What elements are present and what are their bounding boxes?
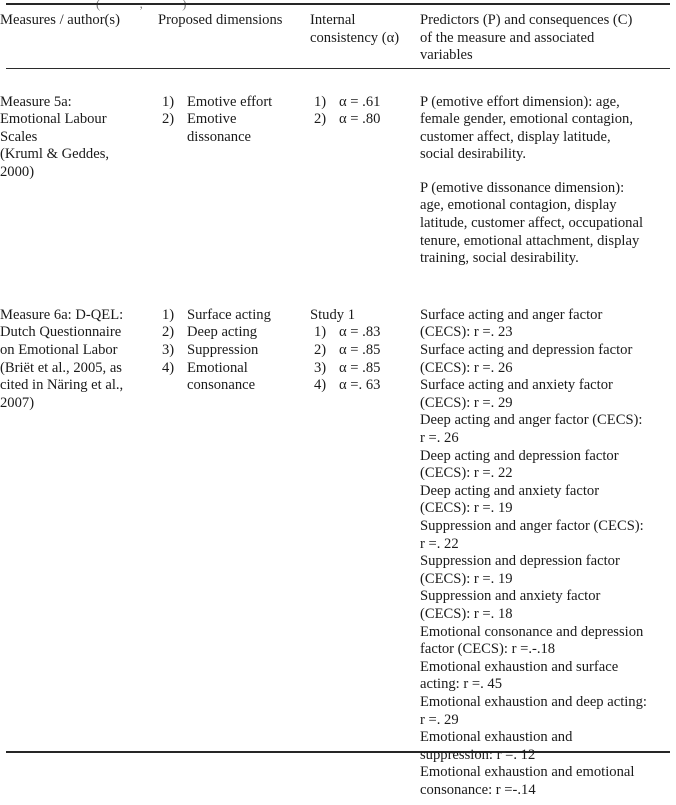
spacer-cell [158,274,310,300]
cell-measure [0,300,158,805]
list-item-label-cont: consonance [187,377,256,394]
predictor-lines [420,94,676,164]
predictor-line: Deep acting and depression factor [420,447,619,464]
predictor-line: r =. 22 [420,535,459,552]
list-item-label: Deep acting [187,324,258,341]
alpha-value: α = .85 [339,342,381,359]
predictor-line: Emotional exhaustion and surface [420,658,619,675]
predictor-line: Surface acting and depression factor [420,342,633,359]
table-row [0,300,676,805]
column-header-consistency [310,0,420,73]
predictor-line: (CECS): r =. 22 [420,465,513,482]
cell-predictors [420,87,676,274]
list-item [158,307,310,325]
measure-line: on Emotional Labor [0,342,118,359]
column-header-predictors-line1: Predictors (P) and consequences (C) [420,12,633,28]
study-label: Study 1 [310,306,356,323]
alpha-value: α = .85 [339,359,381,376]
predictor-paragraph [420,307,676,800]
predictor-line: r =. 29 [420,711,459,728]
column-header-predictors-line3: variables [420,47,473,63]
measure-line: Dutch Questionnaire [0,324,122,341]
predictor-line: Emotional exhaustion and emotional [420,764,635,781]
column-header-consistency-line1: Internal [310,12,356,28]
predictor-line: r =. 26 [420,430,459,446]
row-gap-spacer [0,274,676,300]
predictor-line: Suppression and anxiety factor [420,588,601,605]
measure-line: cited in Näring et al., [0,377,124,394]
list-marker: 2) [162,111,175,128]
predictor-line: training, social desirability. [420,250,579,267]
predictor-line: consonance: r =-.14 [420,781,536,798]
predictor-line: (CECS): r =. 18 [420,605,513,622]
cell-dimensions [158,300,310,805]
column-header-dimensions-label: Proposed dimensions [158,12,283,28]
list-item [310,94,420,112]
column-header-predictors-line2: of the measure and associated [420,29,595,46]
spacer-cell [158,73,310,87]
column-header-consistency-lines [310,12,420,47]
spacer-cell [310,274,420,300]
list-item-label-cont: dissonance [187,128,252,145]
cell-predictors [420,300,676,805]
cell-consistency [310,300,420,805]
predictor-line: social desirability. [420,146,527,163]
alpha-value: α = .80 [339,111,381,128]
predictor-line: customer affect, display latitude, [420,128,611,145]
predictor-line: Surface acting and anxiety factor [420,377,613,394]
predictor-line: Deep acting and anger factor (CECS): [420,412,643,429]
list-item-label: Surface acting [187,306,271,323]
measure-line: 2000) [0,163,35,180]
predictor-line: Emotional consonance and depression [420,623,644,640]
cell-consistency [310,87,420,274]
dimensions-list [158,94,310,147]
list-item-label: Suppression [187,342,259,359]
predictor-paragraph [420,94,676,164]
list-marker: 1) [162,306,175,323]
predictor-line: (CECS): r =. 29 [420,394,513,411]
list-item-label: Emotive effort [187,93,273,110]
column-header-predictors-lines [420,12,676,65]
predictor-line: female gender, emotional contagion, [420,111,633,128]
predictor-line: acting: r =. 45 [420,676,502,693]
measure-line: Scales [0,128,38,145]
spacer-cell [0,274,158,300]
predictor-line: (CECS): r =. 19 [420,570,513,587]
list-item [310,377,420,395]
list-item-label: Emotional [187,359,248,376]
list-marker: 4) [162,359,175,376]
table-header-row [0,0,676,73]
predictor-line: age, emotional contagion, display [420,197,617,214]
measure-line: (Briët et al., 2005, as [0,359,122,376]
measure-line: Measure 5a: [0,93,72,110]
predictor-line: Emotional exhaustion and [420,729,573,746]
list-marker: 1) [314,93,327,110]
list-marker: 2) [314,342,327,359]
column-header-dimensions [158,0,310,73]
predictor-line: (CECS): r =. 19 [420,500,513,517]
predictor-paragraph [420,180,676,268]
predictor-line: factor (CECS): r =.-.18 [420,641,556,658]
measure-name-lines [0,94,158,182]
list-item [310,111,420,129]
column-header-measure [0,0,158,73]
list-marker: 2) [314,111,327,128]
consistency-list [310,324,420,394]
list-item-label: Emotive [187,111,237,128]
list-marker: 2) [162,324,175,341]
predictor-line: P (emotive effort dimension): age, [420,93,620,110]
alpha-value: α = .83 [339,324,381,341]
alpha-value: α = .61 [339,93,381,110]
consistency-list [310,94,420,129]
column-header-measure-label: Measures / author(s) [0,12,120,28]
cut-off-text-remnant: ( , ) [96,0,205,11]
list-item [158,360,310,395]
dimensions-list [158,307,310,395]
measure-line: (Kruml & Geddes, [0,146,110,163]
list-item [158,94,310,112]
list-item [158,111,310,146]
header-rule-spacer [0,73,676,87]
list-item [310,324,420,342]
table-row [0,87,676,274]
predictor-line: Deep acting and anxiety factor [420,482,600,499]
list-item [310,360,420,378]
alpha-value: α =. 63 [339,377,381,394]
predictor-line: Suppression and anger factor (CECS): [420,517,644,534]
predictor-line: suppression: r =. 12 [420,746,536,763]
predictor-line: (CECS): r =. 26 [420,359,513,376]
predictor-lines [420,180,676,268]
predictor-line: (CECS): r =. 23 [420,324,513,341]
predictor-line: Suppression and depression factor [420,553,620,570]
list-marker: 3) [162,342,175,359]
predictor-lines [420,307,676,800]
predictor-line: Surface acting and anger factor [420,306,603,323]
predictor-line: Emotional exhaustion and deep acting: [420,693,647,710]
list-marker: 4) [314,377,327,394]
list-marker: 1) [314,324,327,341]
cell-dimensions [158,87,310,274]
column-header-predictors [420,0,676,73]
column-header-consistency-line2: consistency (α) [310,29,400,46]
predictor-line: tenure, emotional attachment, display [420,232,640,249]
list-item [158,324,310,342]
predictor-line: latitude, customer affect, occupational [420,215,644,232]
list-marker: 3) [314,359,327,376]
measure-name-lines [0,307,158,413]
list-item [310,342,420,360]
list-item [158,342,310,360]
measure-line: 2007) [0,394,35,411]
list-marker: 1) [162,93,175,110]
measure-line: Measure 6a: D-QEL: [0,306,124,323]
spacer-cell [420,274,676,300]
spacer-cell [420,73,676,87]
predictor-line: P (emotive dissonance dimension): [420,179,625,196]
measure-line: Emotional Labour [0,111,107,128]
spacer-cell [0,73,158,87]
spacer-cell [310,73,420,87]
cell-measure [0,87,158,274]
